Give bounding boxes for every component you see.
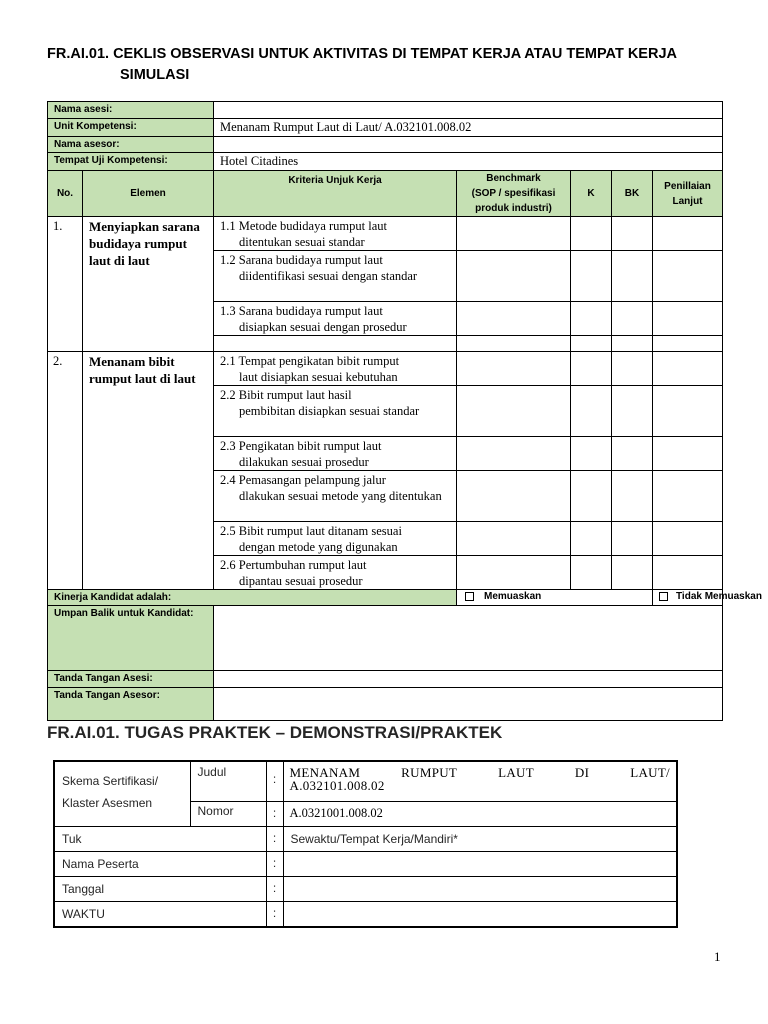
tanggal-field[interactable] xyxy=(283,876,677,901)
element-name: Menyiapkan sarana budidaya rumput laut di laut xyxy=(83,217,214,352)
judul-label: Judul xyxy=(190,761,266,801)
k-checkbox-cell[interactable] xyxy=(571,437,612,471)
colon: : xyxy=(266,876,283,901)
praktek-info-table xyxy=(53,760,678,928)
criteria-cell: 1.2 Sarana budidaya rumput laut diidentifikasi sesuai dengan standar xyxy=(214,251,457,302)
criteria-cell: 2.1 Tempat pengikatan bibit rumput laut disiapkan sesuai kebutuhan xyxy=(214,352,457,386)
row-judul xyxy=(54,761,677,801)
judul-value: MENANAM RUMPUT LAUT DI LAUT/ A.032101.008.02 xyxy=(283,761,677,801)
tuk-label: Tempat Uji Kompetensi: xyxy=(48,153,214,171)
penilaian-cell[interactable] xyxy=(653,471,723,522)
nama-peserta-field[interactable] xyxy=(283,851,677,876)
penilaian-cell[interactable] xyxy=(653,251,723,302)
umpan-balik-label: Umpan Balik untuk Kandidat: xyxy=(48,606,214,671)
element-number: 2. xyxy=(48,352,83,590)
criteria-cell: 2.4 Pemasangan pelampung jalur dlakukan sesuai metode yang ditentukan xyxy=(214,471,457,522)
benchmark-cell[interactable] xyxy=(457,556,571,590)
colon: : xyxy=(266,761,283,801)
k-checkbox-cell[interactable] xyxy=(571,217,612,251)
bk-checkbox-cell[interactable] xyxy=(612,217,653,251)
row-waktu xyxy=(54,901,677,927)
criteria-cell: 2.3 Pengikatan bibit rumput laut dilakukan sesuai prosedur xyxy=(214,437,457,471)
benchmark-cell[interactable] xyxy=(457,522,571,556)
nama-asesor-label: Nama asesor: xyxy=(48,137,214,153)
nomor-value: A.0321001.008.02 xyxy=(283,801,677,826)
colon: : xyxy=(266,901,283,927)
bk-checkbox-cell[interactable] xyxy=(612,352,653,386)
row-nama-asesi xyxy=(48,102,723,119)
row-ttd-asesor xyxy=(48,688,723,721)
k-checkbox-cell[interactable] xyxy=(571,251,612,302)
element-number: 1. xyxy=(48,217,83,352)
k-checkbox-cell[interactable] xyxy=(571,556,612,590)
k-checkbox-cell[interactable] xyxy=(571,522,612,556)
bk-checkbox-cell[interactable] xyxy=(612,437,653,471)
row-nama-asesor xyxy=(48,137,723,153)
bk-checkbox-cell[interactable] xyxy=(612,251,653,302)
page-title-line1: FR.AI.01. CEKLIS OBSERVASI UNTUK AKTIVITAS DI TEMPAT KERJA ATAU TEMPAT KERJA xyxy=(47,46,677,62)
observation-checklist-table xyxy=(47,101,762,721)
unit-kompetensi-value: Menanam Rumput Laut di Laut/ A.032101.008.02 xyxy=(214,119,723,137)
criteria-cell: 1.3 Sarana budidaya rumput laut disiapkan sesuai dengan prosedur xyxy=(214,302,457,336)
row-tanggal xyxy=(54,876,677,901)
benchmark-cell[interactable] xyxy=(457,302,571,336)
row-unit-kompetensi xyxy=(48,119,723,137)
penilaian-cell[interactable] xyxy=(653,302,723,336)
checkbox-icon[interactable] xyxy=(659,592,668,601)
row-tuk xyxy=(54,826,677,851)
k-checkbox-cell[interactable] xyxy=(571,386,612,437)
benchmark-cell[interactable] xyxy=(457,251,571,302)
penilaian-cell[interactable] xyxy=(653,386,723,437)
penilaian-cell[interactable] xyxy=(653,522,723,556)
ttd-asesor-label: Tanda Tangan Asesor: xyxy=(48,688,214,721)
criteria-cell: 1.1 Metode budidaya rumput laut ditentukan sesuai standar xyxy=(214,217,457,251)
bk-checkbox-cell[interactable] xyxy=(612,471,653,522)
row-kinerja-kandidat xyxy=(48,590,723,606)
checkbox-icon[interactable] xyxy=(465,592,474,601)
criteria-cell: 2.6 Pertumbuhan rumput laut dipantau sesuai prosedur xyxy=(214,556,457,590)
bk-checkbox-cell[interactable] xyxy=(612,302,653,336)
penilaian-cell[interactable] xyxy=(653,437,723,471)
bk-checkbox-cell[interactable] xyxy=(612,556,653,590)
criteria-cell: 2.5 Bibit rumput laut ditanam sesuai dengan metode yang digunakan xyxy=(214,522,457,556)
header-penilaian-lanjut: Penillaian Lanjut xyxy=(653,171,723,217)
option-tidak-memuaskan[interactable]: Tidak Memuaskan xyxy=(653,590,723,606)
benchmark-cell[interactable] xyxy=(457,386,571,437)
criteria-cell: 2.2 Bibit rumput laut hasil pembibitan disiapkan sesuai standar xyxy=(214,386,457,437)
tuk-value: Sewaktu/Tempat Kerja/Mandiri* xyxy=(283,826,677,851)
row-umpan-balik xyxy=(48,606,723,671)
skema-label: Skema Sertifikasi/ Klaster Asesmen xyxy=(54,761,190,826)
nomor-label: Nomor xyxy=(190,801,266,826)
tuk-value: Hotel Citadines xyxy=(214,153,723,171)
header-elemen: Elemen xyxy=(83,171,214,217)
nama-asesi-value[interactable] xyxy=(214,102,723,119)
k-checkbox-cell[interactable] xyxy=(571,471,612,522)
bk-checkbox-cell[interactable] xyxy=(612,386,653,437)
header-k: K xyxy=(571,171,612,217)
page-title-line2: SIMULASI xyxy=(120,67,190,83)
table-header-row xyxy=(48,171,723,217)
nama-asesor-value[interactable] xyxy=(214,137,723,153)
table-row xyxy=(48,352,723,386)
ttd-asesi-label: Tanda Tangan Asesi: xyxy=(48,671,214,688)
colon: : xyxy=(266,801,283,826)
k-checkbox-cell[interactable] xyxy=(571,302,612,336)
page-number: 1 xyxy=(714,949,721,964)
header-bk: BK xyxy=(612,171,653,217)
penilaian-cell[interactable] xyxy=(653,352,723,386)
page-title xyxy=(47,44,727,86)
bk-checkbox-cell[interactable] xyxy=(612,522,653,556)
table-row xyxy=(48,217,723,251)
benchmark-cell[interactable] xyxy=(457,437,571,471)
waktu-field[interactable] xyxy=(283,901,677,927)
header-benchmark: Benchmark (SOP / spesifikasi produk industri) xyxy=(457,171,571,217)
benchmark-cell[interactable] xyxy=(457,471,571,522)
ttd-asesor-field[interactable] xyxy=(214,688,723,721)
k-checkbox-cell[interactable] xyxy=(571,352,612,386)
colon: : xyxy=(266,851,283,876)
row-ttd-asesi xyxy=(48,671,723,688)
benchmark-cell[interactable] xyxy=(457,352,571,386)
tuk-label: Tuk xyxy=(54,826,266,851)
unit-kompetensi-label: Unit Kompetensi: xyxy=(48,119,214,137)
umpan-balik-field[interactable] xyxy=(214,606,723,671)
kinerja-label: Kinerja Kandidat adalah: xyxy=(48,590,457,606)
element-name: Menanam bibit rumput laut di laut xyxy=(83,352,214,590)
option-memuaskan[interactable]: Memuaskan xyxy=(457,590,653,606)
row-tempat-uji xyxy=(48,153,723,171)
ttd-asesi-field[interactable] xyxy=(214,671,723,688)
waktu-label: WAKTU xyxy=(54,901,266,927)
section-title: FR.AI.01. TUGAS PRAKTEK – DEMONSTRASI/PRAKTEK xyxy=(47,723,503,742)
penilaian-cell[interactable] xyxy=(653,217,723,251)
header-kriteria: Kriteria Unjuk Kerja xyxy=(214,171,457,217)
nama-peserta-label: Nama Peserta xyxy=(54,851,266,876)
nama-asesi-label: Nama asesi: xyxy=(48,102,214,119)
benchmark-cell[interactable] xyxy=(457,217,571,251)
colon: : xyxy=(266,826,283,851)
row-nama-peserta xyxy=(54,851,677,876)
tanggal-label: Tanggal xyxy=(54,876,266,901)
header-no: No. xyxy=(48,171,83,217)
penilaian-cell[interactable] xyxy=(653,556,723,590)
